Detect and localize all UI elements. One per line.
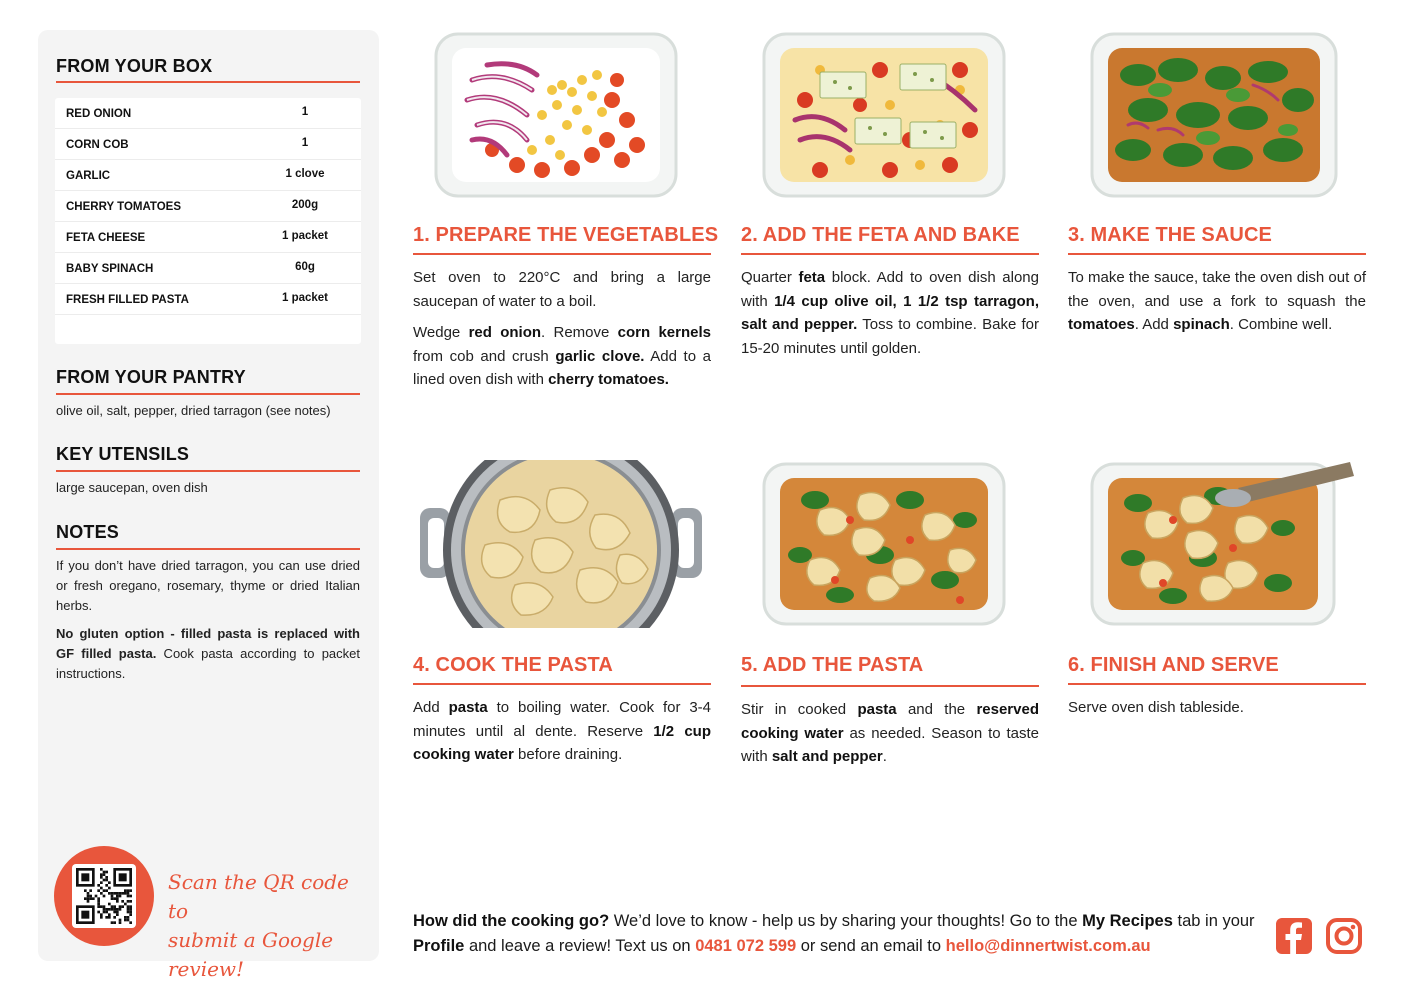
notes-rule (56, 548, 360, 550)
pantry-rule (56, 393, 360, 395)
notes-text: If you don’t have dried tarragon, you can use dried or fresh oregano, rosemary, thyme or dried Italian herbs. (56, 558, 360, 613)
step-1-rule (413, 253, 711, 255)
ingredient-name: FRESH FILLED PASTA (66, 294, 189, 306)
ingredient-row (55, 191, 361, 222)
ingredient-row (55, 284, 361, 315)
step-3-image (1088, 30, 1340, 200)
instagram-icon[interactable] (1326, 918, 1362, 954)
ingredient-name: BABY SPINACH (66, 263, 154, 275)
ingredient-name: RED ONION (66, 108, 132, 120)
ingredient-qty: 1 (301, 106, 309, 118)
step-2-image (760, 30, 1008, 200)
step-5-title: 5. ADD THE PASTA (741, 654, 924, 676)
ingredient-name: FETA CHEESE (66, 232, 146, 244)
step-1-title: 1. PREPARE THE VEGETABLES (413, 224, 719, 246)
ingredient-row (55, 253, 361, 284)
sidebar (38, 30, 379, 981)
step-4-image (420, 460, 702, 628)
notes-gluten-text: No gluten option - filled pasta is replaced with GF filled pasta. Cook pasta according to packet instructions. (56, 626, 360, 681)
step-5-rule (741, 685, 1039, 687)
step-4-text: Add pasta to boiling water. Cook for 3-4 minutes until al dente. Reserve 1/2 cup cooking water before draining. (413, 699, 712, 763)
ingredient-qty: 1 packet (281, 230, 329, 242)
step-1-text (413, 266, 711, 400)
phone-link[interactable]: 0481 072 599 (695, 937, 797, 955)
pantry-title: FROM YOUR PANTRY (56, 367, 246, 387)
step-2-rule (741, 253, 1039, 255)
ingredient-qty: 1 packet (281, 292, 329, 304)
ingredient-qty: 60g (295, 261, 315, 273)
ingredient-row (55, 222, 361, 253)
utensils-rule (56, 470, 360, 472)
email-link[interactable]: hello@dinnertwist.com.au (945, 937, 1151, 955)
utensils-text: large saucepan, oven dish (56, 480, 208, 495)
ingredient-qty: 1 clove (285, 168, 325, 180)
ingredient-row (55, 160, 361, 191)
ingredients-table (55, 98, 361, 344)
ingredient-qty: 200g (291, 199, 319, 211)
step-1-paragraph: Wedge red onion. Remove corn kernels from cob and crush garlic clove. Add to a lined oven dish with cherry tomatoes. (413, 324, 711, 388)
ingredient-name: GARLIC (66, 170, 111, 182)
step-5-image (760, 460, 1008, 628)
qr-code-icon (76, 868, 132, 924)
qr-callout: Scan the QR code to submit a Google review! (168, 870, 349, 981)
facebook-icon[interactable] (1276, 918, 1312, 954)
step-4-rule (413, 683, 711, 685)
feedback-footer: How did the cooking go? We’d love to know - help us by sharing your thoughts! Go to the My Recipes tab in your Profile and leave a review! Text us on 0481 072 599 or send an email to hello@dinnertwist.com.au (413, 912, 1255, 955)
step-1-image (432, 30, 680, 200)
qr-badge[interactable] (54, 846, 154, 946)
step-5-text: Stir in cooked pasta and the reserved cooking water as needed. Season to taste with salt and pepper. (741, 701, 1039, 765)
step-6-text: Serve oven dish tableside. (1068, 699, 1244, 716)
step-6-image (1088, 458, 1356, 628)
ingredient-name: CHERRY TOMATOES (66, 201, 182, 213)
notes-gluten-bold: No gluten option - filled pasta is replaced with GF filled pasta. (56, 626, 360, 661)
ingredient-row (55, 98, 361, 129)
step-3-title: 3. MAKE THE SAUCE (1068, 224, 1272, 246)
box-title-rule (56, 81, 360, 83)
step-1-paragraph: Set oven to 220°C and bring a large saucepan of water to a boil. (413, 269, 711, 310)
ingredient-row (55, 129, 361, 160)
step-4-title: 4. COOK THE PASTA (413, 654, 613, 676)
step-2-text: Quarter feta block. Add to oven dish along with 1/4 cup olive oil, 1 1/2 tsp tarragon, salt and pepper. Toss to combine. Bake for 15-20 minutes until golden. (741, 269, 1040, 357)
ingredient-qty: 1 (301, 137, 309, 149)
box-title: FROM YOUR BOX (56, 56, 213, 76)
step-6-title: 6. FINISH AND SERVE (1068, 654, 1279, 676)
qr-code[interactable] (72, 864, 136, 928)
step-6-rule (1068, 683, 1366, 685)
utensils-title: KEY UTENSILS (56, 444, 190, 464)
notes-title: NOTES (56, 522, 120, 542)
pantry-text: olive oil, salt, pepper, dried tarragon (see notes) (56, 403, 331, 418)
ingredient-name: CORN COB (66, 139, 129, 151)
step-2-title: 2. ADD THE FETA AND BAKE (741, 224, 1020, 246)
step-3-rule (1068, 253, 1366, 255)
step-3-text: To make the sauce, take the oven dish out of the oven, and use a fork to squash the tomatoes. Add spinach. Combine well. (1068, 269, 1366, 333)
